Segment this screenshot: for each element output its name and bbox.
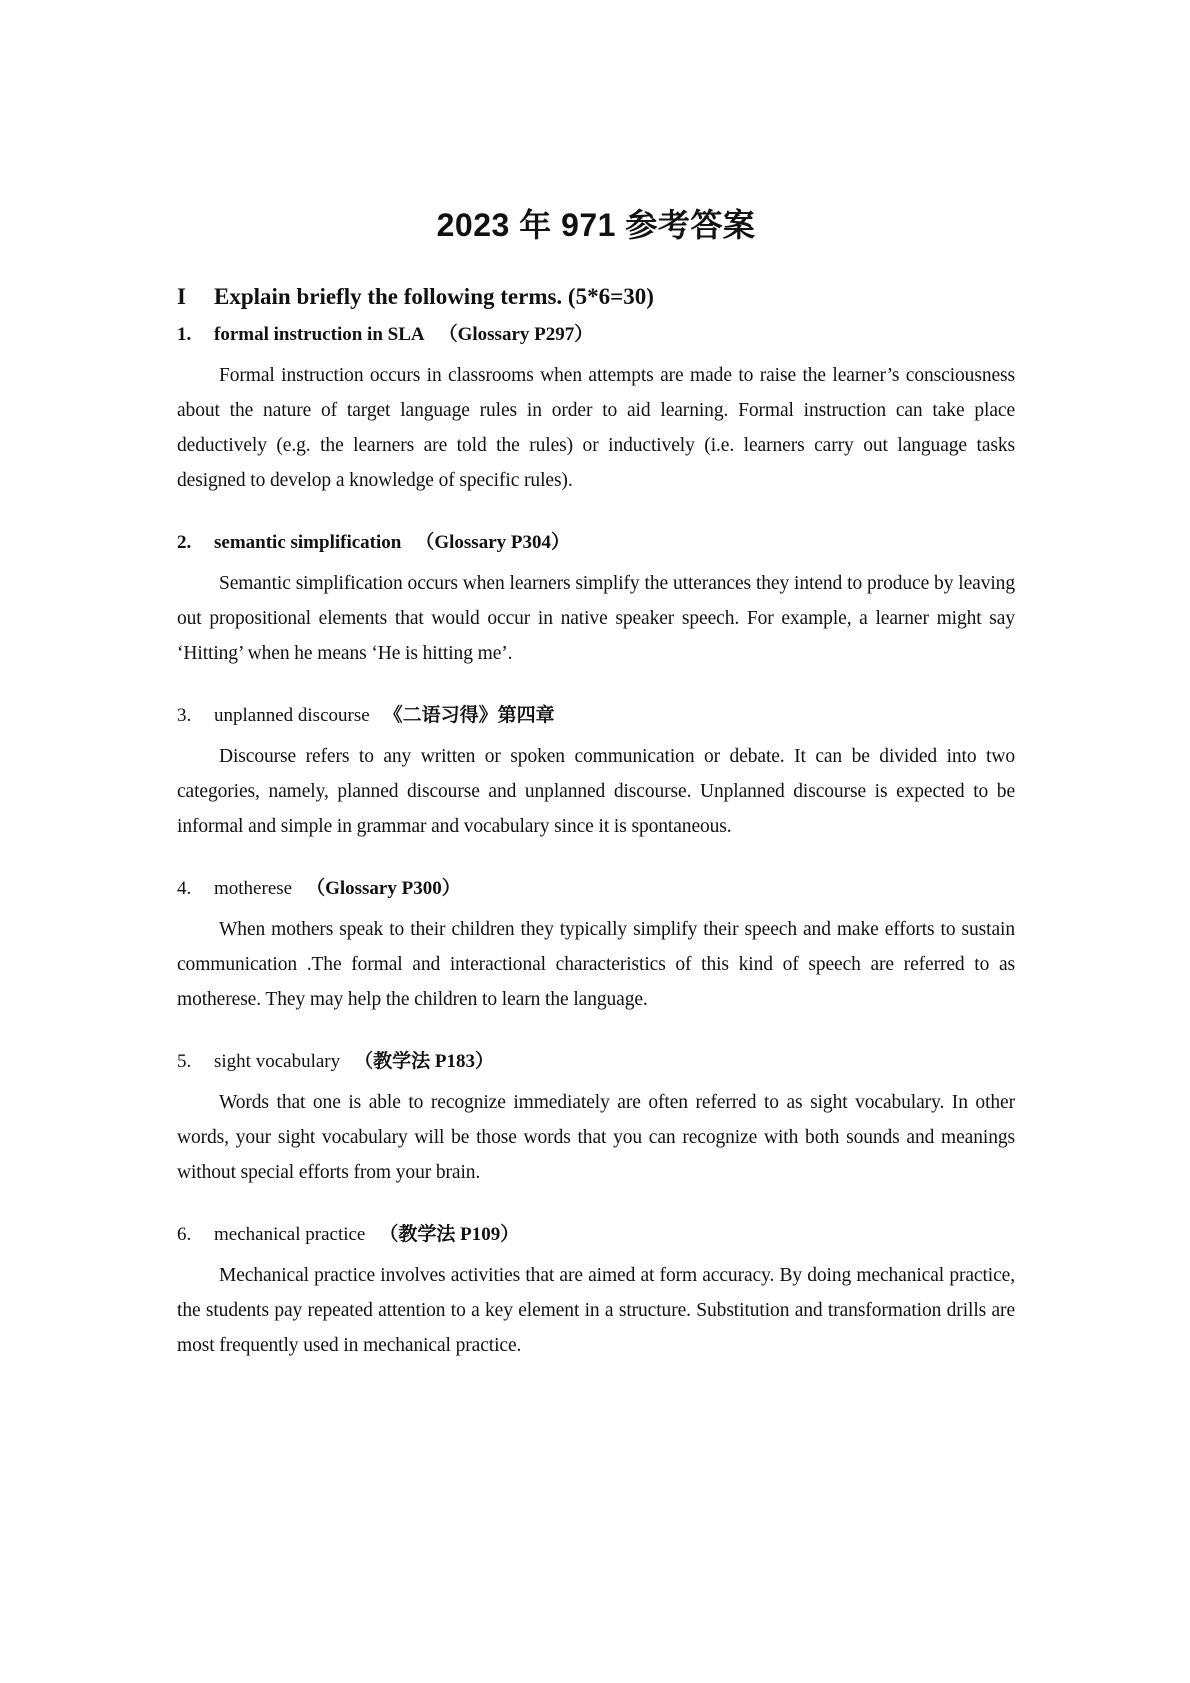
term-item-3 xyxy=(177,704,1015,844)
term-source: （Glossary P297） xyxy=(438,324,594,345)
term-name: formal instruction in SLA xyxy=(214,324,425,345)
term-name: motherese xyxy=(214,878,293,899)
section-heading xyxy=(177,284,654,310)
section-heading-text: Explain briefly the following terms. (5*6=30) xyxy=(214,284,654,309)
term-heading xyxy=(177,1223,1015,1247)
term-number: 4. xyxy=(177,878,192,899)
term-heading xyxy=(177,877,1015,901)
term-number: 1. xyxy=(177,324,192,345)
page-title: 2023 年 971 参考答案 xyxy=(436,207,756,243)
term-definition: Words that one is able to recognize immediately are often referred to as sight vocabulary. In other words, your sight vocabulary will be those words that you can recognize with both sounds and meanings without special efforts from your brain. xyxy=(177,1092,1015,1183)
term-heading xyxy=(177,531,1015,555)
term-definition: Formal instruction occurs in classrooms when attempts are made to raise the learner’s consciousness about the nature of target language rules in order to aid learning. Formal instruction can take place deductively (e.g. the learners are told the rules) or inductively (i.e. learners carry out language tasks designed to develop a knowledge of specific rules). xyxy=(177,365,1015,491)
term-item-2 xyxy=(177,531,1015,671)
section-numeral: I xyxy=(177,284,186,309)
term-name: semantic simplification xyxy=(214,532,402,553)
term-item-6 xyxy=(177,1223,1015,1363)
term-heading xyxy=(177,704,1015,728)
term-source: （Glossary P304） xyxy=(415,532,570,553)
term-source: （教学法 P183） xyxy=(354,1051,494,1072)
term-name: unplanned discourse xyxy=(214,705,370,726)
term-source: （Glossary P300） xyxy=(306,878,461,899)
term-source: 《二语习得》第四章 xyxy=(383,705,555,726)
term-source: （教学法 P109） xyxy=(379,1224,520,1245)
term-item-5 xyxy=(177,1050,1015,1190)
term-item-4 xyxy=(177,877,1015,1017)
term-definition: When mothers speak to their children they typically simplify their speech and make efforts to sustain communication .The formal and interactional characteristics of this kind of speech are referred to as motherese. They may help the children to learn the language. xyxy=(177,919,1015,1010)
term-definition: Discourse refers to any written or spoken communication or debate. It can be divided into two categories, namely, planned discourse and unplanned discourse. Unplanned discourse is expected to be informal and simple in grammar and vocabulary since it is spontaneous. xyxy=(177,746,1015,837)
term-item-1 xyxy=(177,323,1015,498)
term-definition: Mechanical practice involves activities that are aimed at form accuracy. By doing mechanical practice, the students pay repeated attention to a key element in a structure. Substitution and transformation drills are most frequently used in mechanical practice. xyxy=(177,1265,1015,1356)
term-list xyxy=(177,323,1015,1396)
term-number: 2. xyxy=(177,532,192,553)
term-number: 6. xyxy=(177,1224,192,1245)
term-heading xyxy=(177,323,1015,347)
term-name: sight vocabulary xyxy=(214,1051,341,1072)
term-name: mechanical practice xyxy=(214,1224,366,1245)
term-heading xyxy=(177,1050,1015,1074)
term-definition: Semantic simplification occurs when learners simplify the utterances they intend to produce by leaving out propositional elements that would occur in native speaker speech. For example, a learner might say ‘Hitting’ when he means ‘He is hitting me’. xyxy=(177,573,1015,664)
term-number: 3. xyxy=(177,705,192,726)
term-number: 5. xyxy=(177,1051,192,1072)
